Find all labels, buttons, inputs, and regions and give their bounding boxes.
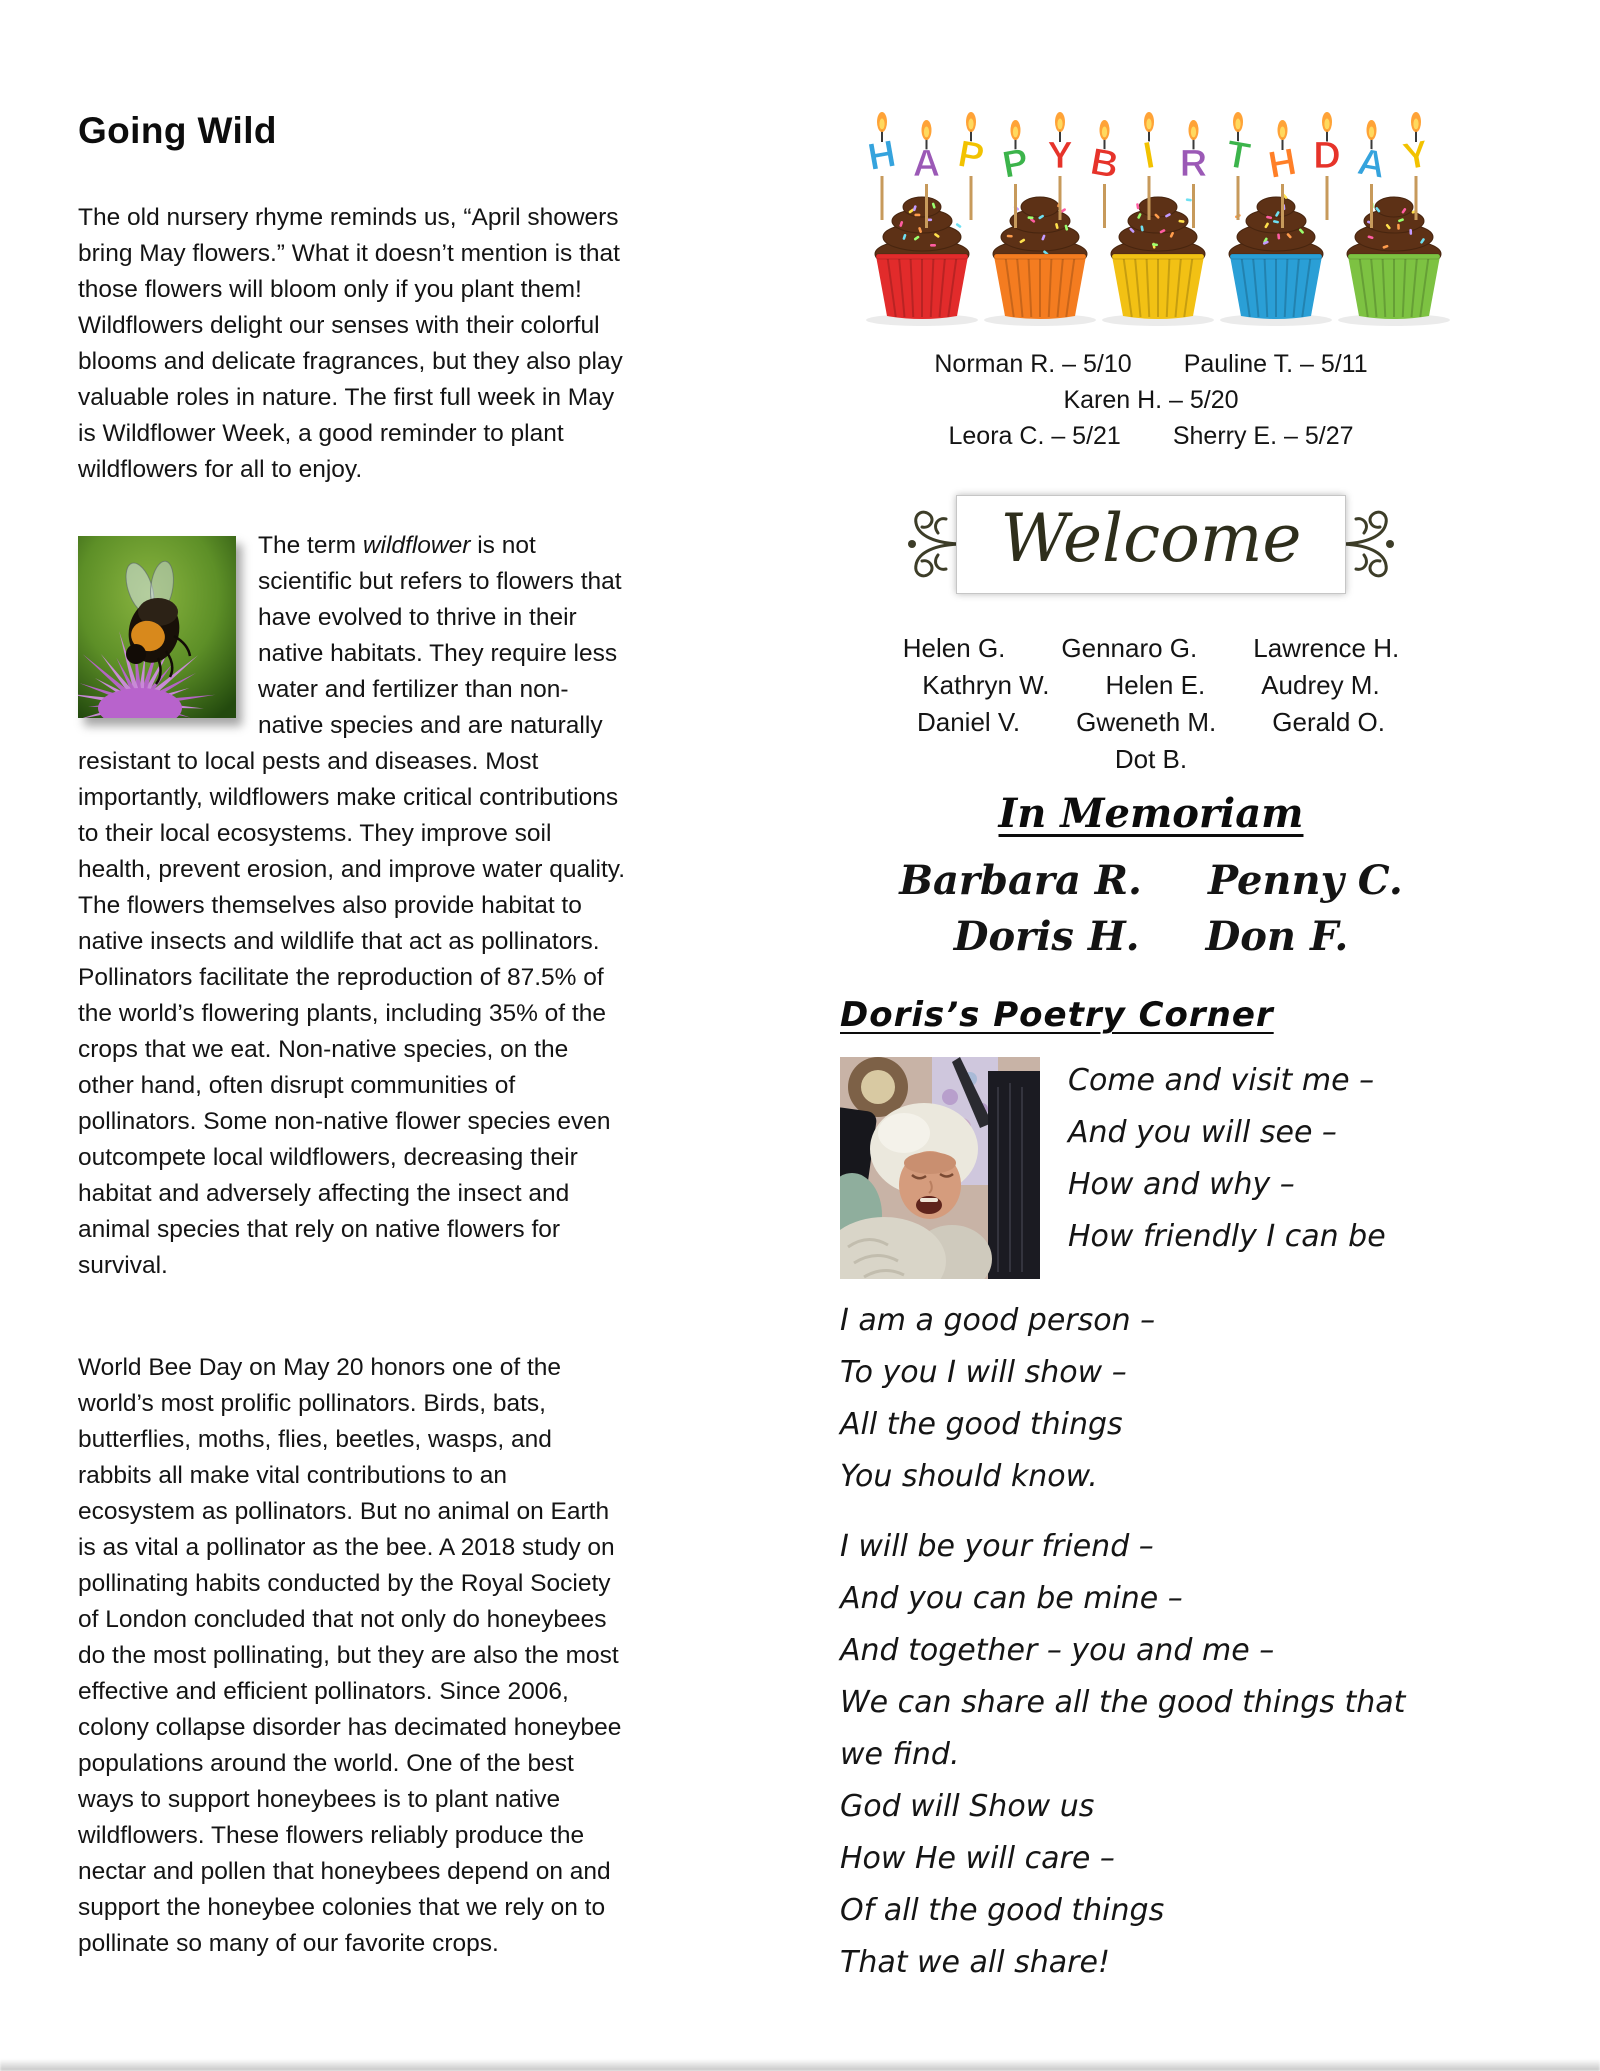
memoriam-name: Doris H. [953,913,1140,960]
poem-line: To you I will show – [840,1355,1127,1390]
welcome-name: Gennaro G. [1061,633,1198,663]
poem-line: How He will care – [840,1841,1115,1876]
welcome-name: Gweneth M. [1076,707,1217,737]
welcome-row [840,667,1462,704]
doris-photo [840,1057,1040,1279]
svg-text:T: T [1222,133,1254,179]
welcome-row [840,630,1462,667]
poem-line: I will be your friend – [840,1529,1154,1564]
para2-lead: The term [258,532,363,559]
poem-line: Come and visit me – [1068,1063,1375,1098]
svg-text:Y: Y [1399,133,1433,179]
svg-text:P: P [999,141,1032,187]
svg-text:B: B [1087,140,1122,188]
welcome-sign [956,495,1347,594]
birthday-entry: Leora C. – 5/21 [948,422,1121,450]
poem-line: And you will see – [1068,1115,1337,1150]
welcome-text: Welcome [1000,499,1302,577]
wall-plate-center [861,1070,895,1104]
poem-line: God will Show us [840,1789,1095,1824]
poem-line: How and why – [1068,1167,1295,1202]
poem-line: And you can be mine – [840,1581,1183,1616]
page-bottom-edge [0,2059,1600,2071]
birthday-entry: Karen H. – 5/20 [1063,386,1239,414]
svg-text:R: R [1179,143,1208,185]
poem-line: And together – you and me – [840,1633,1275,1668]
article-paragraph-3: World Bee Day on May 20 honors one of the world’s most prolific pollinators. Birds, bats, butterflies, moths, flies, beetles, wasps, and rabbits all make vital contributions to an ecosystem as pollinators. But no animal on Earth is as vital a pollinator as the bee. A 2018 study on pollinating habits conducted by the Royal Society of London concluded that not only do honeybees do the most pollinating, but they are also the most effective and efficient pollinators. Since 2006, colony collapse disorder has decimated honeybee populations around the world. One of the best ways to support honeybees is to plant native wildflowers. These flowers reliably produce the nectar and pollen that honeybees depend on and support the honeybee colonies that we rely on to pollinate so many of our favorite crops. [78,1354,622,1957]
memoriam-name: Barbara R. [899,857,1142,904]
welcome-name: Gerald O. [1272,707,1385,737]
news-column [840,104,1462,1989]
svg-text:A: A [1354,140,1389,188]
poem-line: we find. [840,1737,960,1772]
hair-highlight [878,1113,930,1153]
doris-portrait-illustration [840,1057,1040,1279]
teeth [920,1198,938,1202]
article-paragraph-2 [78,528,626,1284]
svg-text:P: P [954,133,988,179]
memoriam-name: Don F. [1205,913,1349,960]
welcome-name: Helen E. [1105,670,1206,700]
article-column [78,96,626,1962]
poem-line: We can share all the good things that [840,1685,1406,1720]
poem-line: I am a good person – [840,1303,1156,1338]
welcome-row [840,741,1462,778]
welcome-names-list [840,630,1462,778]
poetry-corner-title: Doris’s Poetry Corner [840,995,1274,1035]
bee-head [126,644,146,664]
para2-rest: is not scientific but refers to flowers that have evolved to thrive in their native habitats. They require less water and fertilizer than non-native species and are naturally resistant to local pests and diseases. Most importantly, wildflowers make critical contributions to their local ecosystems. They improve soil health, prevent erosion, and improve water quality. The flowers themselves also provide habitat to native insects and wildlife that act as pollinators. Pollinators facilitate the reproduction of 87.5% of the world’s flowering plants, including 35% of the crops that we eat. Non-native species, on the other hand, often disrupt communities of pollinators. Some non-native flower species even outcompete local wildflowers, decreasing their habitat and adversely affecting the insect and animal species that rely on native flowers for survival. [78,532,626,1279]
para2-italic-word: wildflower [362,532,471,559]
poem-line: Of all the good things [840,1893,1165,1928]
poetry-corner [840,1051,1462,1989]
welcome-name: Dot B. [1114,744,1188,774]
svg-text:H: H [864,132,900,180]
in-memoriam-title: In Memoriam [998,790,1304,837]
poem-stanza-3 [840,1503,1462,1989]
poem-line: That we all share! [840,1945,1110,1980]
welcome-name: Helen G. [902,633,1006,663]
poem-stanza-2 [840,1287,1462,1503]
memoriam-row [840,909,1462,965]
birthday-list [840,346,1462,454]
welcome-name: Audrey M. [1261,670,1380,700]
poem-line: All the good things [840,1407,1123,1442]
birthday-row [840,418,1462,454]
svg-text:A: A [912,143,941,185]
birthday-row [840,346,1462,382]
birthday-entry: Pauline T. – 5/11 [1183,350,1368,378]
svg-text:I: I [1140,134,1158,178]
birthday-row [840,382,1462,418]
article-title: Going Wild [78,110,277,151]
welcome-name: Kathryn W. [922,670,1050,700]
poem-line: How friendly I can be [1068,1219,1386,1254]
happy-birthday-cupcakes-image [850,104,1450,332]
in-memoriam-list [840,853,1462,965]
dark-clothing [988,1071,1040,1279]
memoriam-row [840,853,1462,909]
bee-on-flower-illustration [78,536,236,718]
memoriam-name: Penny C. [1207,857,1403,904]
svg-text:D: D [1313,135,1341,177]
welcome-name: Lawrence H. [1253,633,1400,663]
welcome-banner [840,474,1462,614]
poem-line: You should know. [840,1459,1098,1494]
welcome-row [840,704,1462,741]
bee-on-flower-photo [78,536,236,718]
forehead [904,1152,956,1174]
birthday-entry: Norman R. – 5/10 [934,350,1132,378]
birthday-entry: Sherry E. – 5/27 [1172,422,1354,450]
floral-spot [942,1089,958,1105]
article-paragraph-1: The old nursery rhyme reminds us, “April showers bring May flowers.” What it doesn’t mention is that those flowers will bloom only if you plant them! Wildflowers delight our senses with their colorful blooms and delicate fragrances, but they also play valuable roles in nature. The first full week in May is Wildflower Week, a good reminder to plant wildflowers for all to enjoy. [78,204,623,483]
svg-text:H: H [1265,140,1300,188]
svg-text:Y: Y [1047,135,1073,177]
welcome-name: Daniel V. [916,707,1021,737]
